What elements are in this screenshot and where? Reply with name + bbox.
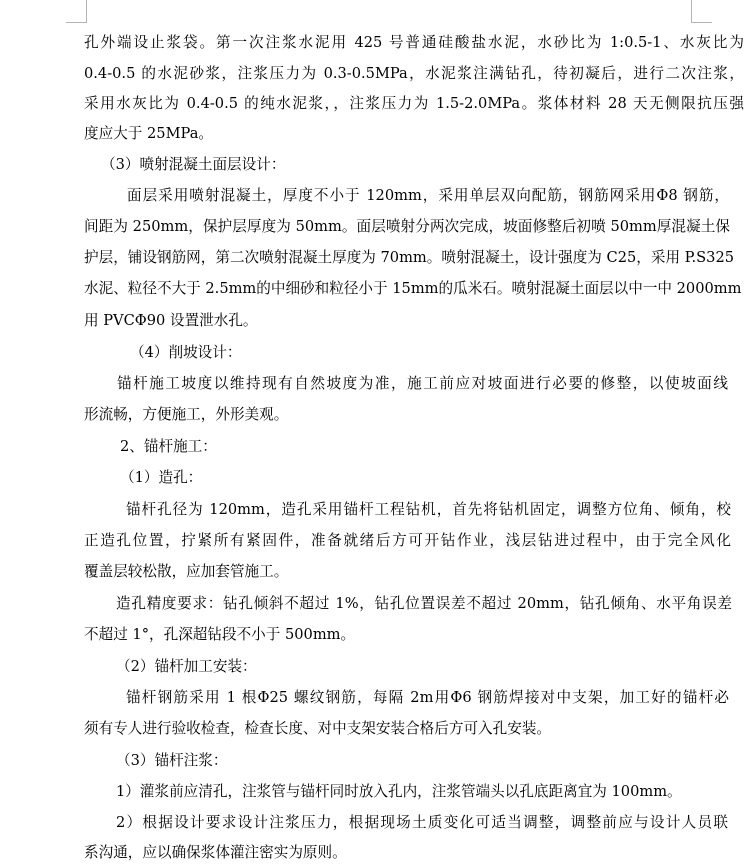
text-line-content: 不超过 1°，孔深超钻段不小于 500mm。 [84, 626, 356, 643]
text-line [0, 181, 754, 211]
text-line-content: 护层，铺设钢筋网，第二次喷射混凝土厚度为 70mm。喷射混凝土，设计强度为 C25，采用 P.S325 [84, 249, 735, 266]
section-heading [0, 150, 754, 180]
text-line-content: 孔外端设止浆袋。第一次注浆水泥用 425 号普通硅酸盐水泥，水砂比为 1:0.5-1、水灰比为 [84, 34, 744, 51]
section-heading [0, 463, 754, 493]
section-heading-text: 2、锚杆施工： [120, 438, 217, 455]
text-line [0, 243, 754, 273]
text-line [0, 714, 754, 744]
text-line [0, 212, 754, 242]
text-line-content: 水泥、粒径不大于 2.5mm的中细砂和粒径小于 15mm的瓜米石。喷射混凝土面层以中一中 2000mm [84, 280, 742, 297]
section-heading-text: （4）削坡设计： [130, 344, 242, 361]
text-line [0, 589, 754, 619]
text-line [0, 28, 754, 58]
text-line [0, 369, 754, 399]
text-line-content: 须有专人进行验收检查，检查长度、对中支架安装合格后方可入孔安装。 [84, 720, 552, 737]
text-line [0, 400, 754, 430]
page-corner-mark-top-right [691, 0, 712, 23]
section-heading-text: （3）锚杆注浆： [116, 752, 228, 769]
section-heading [0, 746, 754, 776]
text-line-content: 用 PVCΦ90 设置泄水孔。 [84, 312, 258, 329]
list-item [0, 777, 754, 807]
text-line [0, 557, 754, 587]
section-heading [0, 338, 754, 368]
text-line-content: 锚杆施工坡度以维持现有自然坡度为准，施工前应对坡面进行必要的修整，以使坡面线 [117, 375, 728, 392]
page-corner-mark-top-left [66, 0, 87, 23]
section-heading-text: （1）造孔： [120, 469, 203, 486]
text-line [0, 89, 754, 119]
list-item-text: 1）灌浆前应清孔，注浆管与锚杆同时放入孔内，注浆管端头以孔底距离宜为 100mm。 [116, 783, 682, 800]
text-line-content: 面层采用喷射混凝土，厚度不小于 120mm，采用单层双向配筋，钢筋网采用Φ8 钢筋， [127, 187, 729, 204]
section-heading-text: （2）锚杆加工安装： [116, 658, 257, 675]
text-line [0, 274, 754, 304]
text-line-content: 覆盖层较松散，应加套管施工。 [84, 563, 289, 580]
text-line-content: 0.4-0.5 的水泥砂浆，注浆压力为 0.3-0.5MPa，水泥浆注满钻孔，待初凝后，进行二次注浆， [84, 65, 744, 82]
text-line [0, 683, 754, 713]
text-line [0, 495, 754, 525]
text-line [0, 119, 754, 149]
text-line-content: 系沟通，应以确保浆体灌注密实为原则。 [84, 844, 347, 861]
text-line-content: 形流畅，方便施工，外形美观。 [84, 406, 289, 423]
list-item [0, 808, 754, 838]
section-heading-text: （3）喷射混凝土面层设计： [101, 156, 286, 173]
text-line [0, 59, 754, 89]
text-line [0, 306, 754, 336]
section-heading [0, 432, 754, 462]
section-heading [0, 652, 754, 682]
text-line-content: 采用水灰比为 0.4-0.5 的纯水泥浆，，注浆压力为 1.5-2.0MPa。浆体材料 28 天无侧限抗压强 [84, 95, 744, 112]
text-line-content: 造孔精度要求：钻孔倾斜不超过 1%，钻孔位置误差不超过 20mm，钻孔倾角、水平角误差 [116, 595, 732, 612]
text-line [0, 838, 754, 868]
text-line [0, 620, 754, 650]
text-line-content: 锚杆钢筋采用 1 根Φ25 螺纹钢筋，每隔 2m用Φ6 钢筋焊接对中支架，加工好的锚杆必 [126, 689, 729, 706]
text-line [0, 526, 754, 556]
text-line-content: 度应大于 25MPa。 [84, 125, 213, 142]
text-line-content: 正造孔位置，拧紧所有紧固件，准备就绪后方可开钻作业，浅层钻进过程中，由于完全风化 [84, 532, 731, 549]
text-line-content: 锚杆孔径为 120mm，造孔采用锚杆工程钻机，首先将钻机固定，调整方位角、倾角，校 [126, 501, 731, 518]
text-line-content: 间距为 250mm，保护层厚度为 50mm。面层喷射分两次完成，坡面修整后初喷 50mm厚混凝土保 [84, 218, 730, 235]
list-item-text: 2）根据设计要求设计注浆压力，根据现场土质变化可适当调整，调整前应与设计人员联 [116, 814, 728, 831]
